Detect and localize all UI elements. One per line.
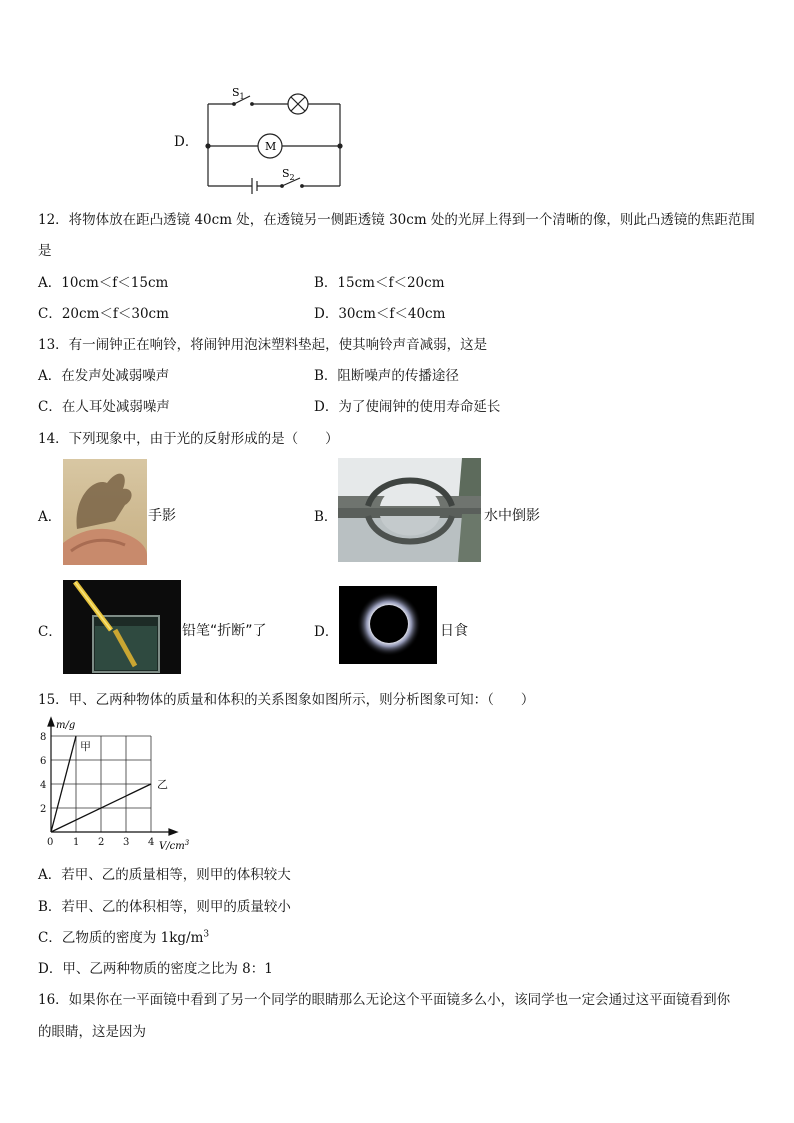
q13-option-b: B．阻断噪声的传播途径 <box>314 368 459 384</box>
y-tick-label: 2 <box>40 804 47 815</box>
s1-label: $S_1$ <box>232 86 245 101</box>
q11-circuit-diagram <box>200 80 400 200</box>
solar-eclipse-image <box>339 586 437 664</box>
q14-option-b-label: 水中倒影 <box>484 508 540 524</box>
q14-stem: 14．下列现象中，由于光的反射形成的是（ ） <box>38 431 339 447</box>
q15-option-c-text: C．乙物质的密度为 1kg/m <box>38 930 204 946</box>
y-tick-label: 4 <box>40 780 47 791</box>
x-tick-label: 0 <box>47 837 54 848</box>
q12-stem-line1: 12．将物体放在距凸透镜 40cm 处，在透镜另一侧距透镜 30cm 处的光屏上得到一个清晰的像，则此凸透镜的焦距范围 <box>38 212 755 228</box>
q12-option-c: C．20cm＜f＜30cm <box>38 306 169 322</box>
q16-stem-line1: 16．如果你在一平面镜中看到了另一个同学的眼睛那么无论这个平面镜多么小，该同学也一定会通过这平面镜看到你 <box>38 992 731 1008</box>
q13-option-a: A．在发声处减弱噪声 <box>38 368 170 384</box>
q13-option-d: D．为了使闹钟的使用寿命延长 <box>314 399 501 415</box>
q15-option-c-sup: 3 <box>203 929 210 940</box>
bridge-reflection-image <box>338 458 481 562</box>
q14-option-d-letter: D． <box>314 624 339 640</box>
chart-x-axis-label: $V/cm^3$ <box>159 839 190 852</box>
q15-option-c <box>38 926 209 946</box>
x-tick-label: 1 <box>73 837 80 848</box>
x-tick-label: 2 <box>98 837 105 848</box>
x-axis-arrow <box>169 829 177 835</box>
y-axis-arrow <box>48 718 54 726</box>
q14-option-b-letter: B． <box>314 509 338 525</box>
series-label: 乙 <box>157 778 168 791</box>
chart-y-axis-label: m/g <box>56 720 76 731</box>
q12-option-a: A．10cm＜f＜15cm <box>38 275 169 291</box>
q16-stem-line2: 的眼睛，这是因为 <box>38 1024 146 1040</box>
x-tick-label: 4 <box>148 837 155 848</box>
q15-option-d: D．甲、乙两种物质的密度之比为 8：1 <box>38 961 273 977</box>
y-tick-label: 8 <box>40 732 47 743</box>
q12-option-d: D．30cm＜f＜40cm <box>314 306 446 322</box>
y-tick-label: 6 <box>40 756 47 767</box>
q14-option-c-letter: C． <box>38 624 62 640</box>
q13-stem: 13．有一闹钟正在响铃，将闹钟用泡沫塑料垫起，使其响铃声音减弱，这是 <box>38 337 488 353</box>
chart-grid <box>51 736 151 832</box>
motor-label: M <box>265 140 277 153</box>
q14-option-a-label: 手影 <box>148 508 176 524</box>
q14-option-c-label: 铅笔“折断”了 <box>182 623 267 639</box>
q14-option-a-letter: A． <box>38 509 62 525</box>
q15-stem: 15．甲、乙两种物体的质量和体积的关系图象如图所示，则分析图象可知：（ ） <box>38 692 535 708</box>
hand-shadow-image <box>63 459 147 565</box>
q14-option-d-label: 日食 <box>440 623 468 639</box>
q15-option-a: A．若甲、乙的质量相等，则甲的体积较大 <box>38 867 291 883</box>
q15-option-b: B．若甲、乙的体积相等，则甲的质量较小 <box>38 899 291 915</box>
q11-option-d-letter: D． <box>174 134 199 150</box>
mass-volume-chart <box>36 712 196 852</box>
q12-option-b: B．15cm＜f＜20cm <box>314 275 445 291</box>
pencil-in-water-image <box>63 580 181 674</box>
x-tick-label: 3 <box>123 837 130 848</box>
series-label: 甲 <box>80 740 91 753</box>
q12-stem-line2: 是 <box>38 243 52 259</box>
s2-label: $S_2$ <box>282 167 295 182</box>
chart-axes <box>48 718 177 835</box>
q13-option-c: C．在人耳处减弱噪声 <box>38 399 170 415</box>
